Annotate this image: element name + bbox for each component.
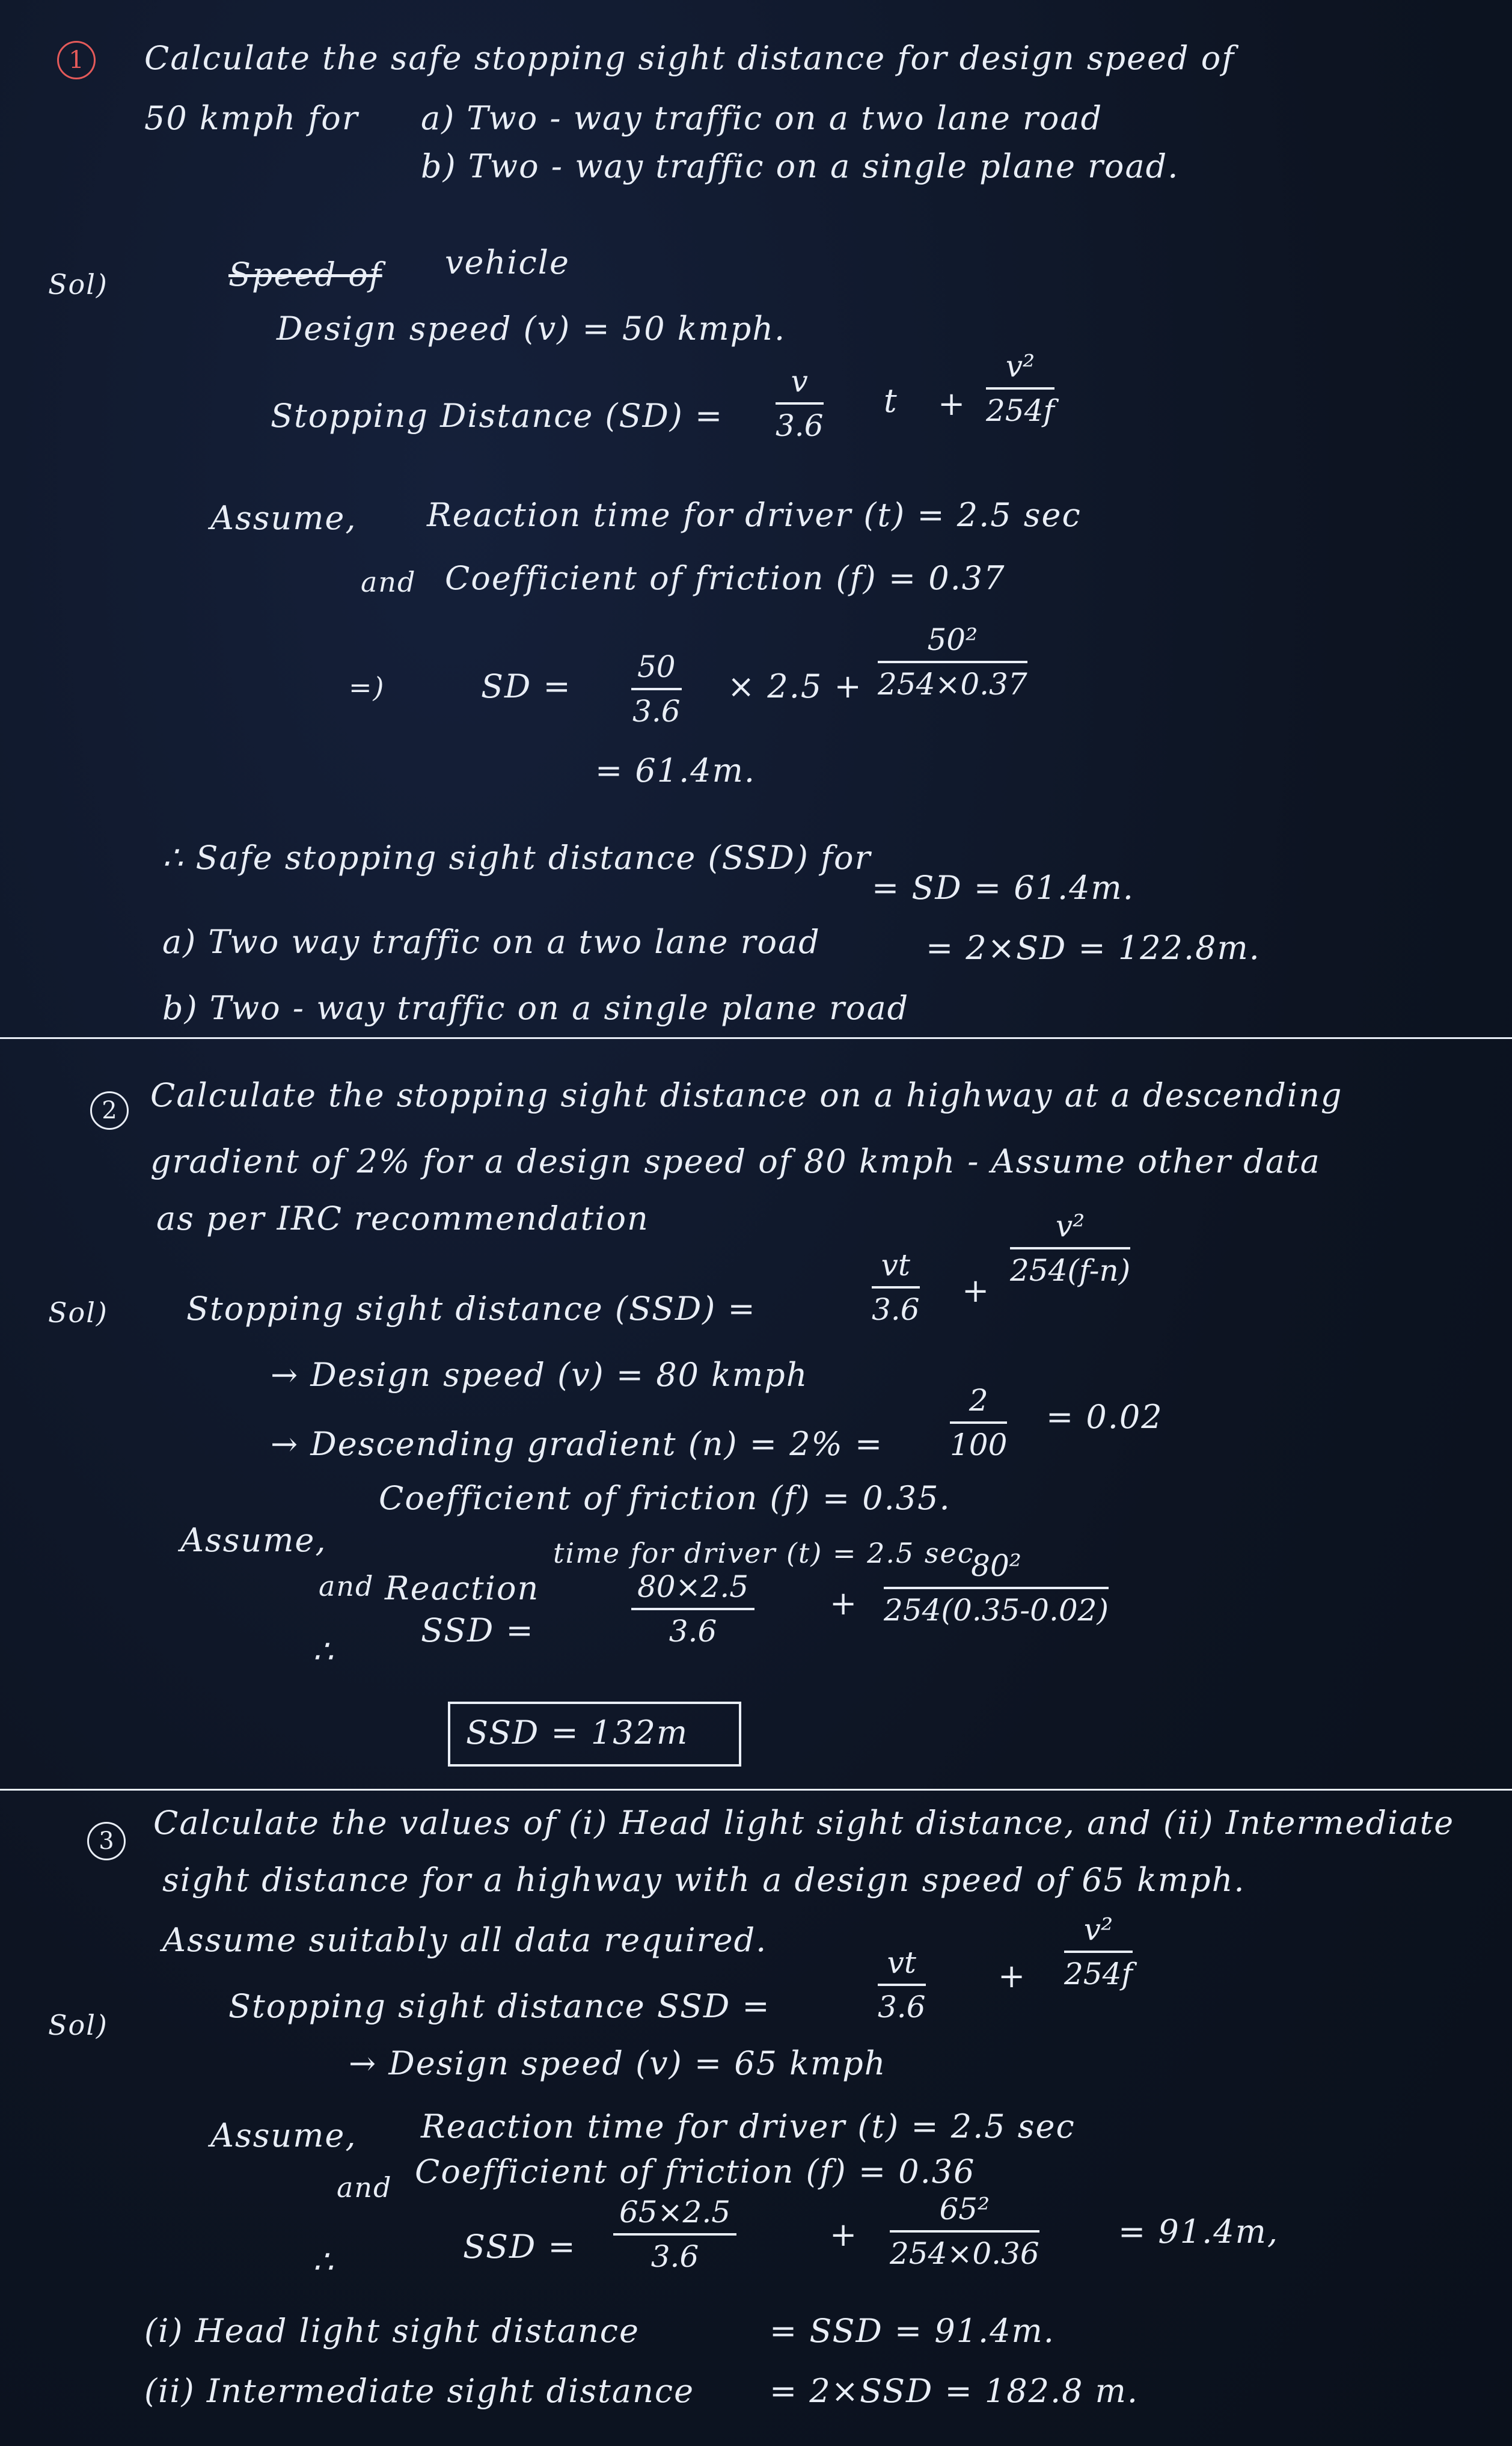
s3-head-light: (i) Head light sight distance [144,2312,640,2350]
s1-and: and [361,566,417,598]
s2-and: and [319,1570,375,1602]
s3-assume: Assume, [210,2116,357,2154]
s3-therefore: ∴ [313,2243,335,2281]
s1-calc-fraction-2: $\frac{\text{50²}}{254\times 0.37}$ [878,622,1027,702]
s3-fraction-2: $\frac{\text{v²}}{254f}$ [1064,1912,1133,1991]
s2-reaction-a: Reaction [385,1569,540,1607]
s1-case-b-value: = 2×SD = 122.8m. [926,929,1261,967]
s1-vehicle-text: vehicle [445,244,570,281]
q1-text-line2b: a) Two - way traffic on a two lane road [421,99,1103,137]
q1-text-line1: Calculate the safe stopping sight distance for design speed of [144,39,1235,77]
s2-friction: Coefficient of friction (f) = 0.35. [379,1479,951,1517]
s1-therefore-ssd: ∴ Safe stopping sight distance (SSD) for [162,839,872,877]
s2-calc-plus: + [830,1584,859,1622]
s1-sd-t: t [884,382,898,420]
s2-fraction-2: $\frac{\text{v²}}{254(f-n)}$ [1010,1209,1131,1288]
q3-text-line2: sight distance for a highway with a design speed of 65 kmph. [162,1861,1246,1899]
s2-therefore: ∴ [313,1632,335,1670]
s2-ssd-equals: SSD = [421,1611,534,1649]
s2-result: SSD = 132m [466,1714,689,1752]
q3-text-line3: Assume suitably all data required. [162,1921,768,1959]
s3-intermediate: (ii) Intermediate sight distance [144,2372,695,2410]
s1-sd-plus: + [938,385,967,423]
s1-calc-mid: × 2.5 + [727,667,863,705]
s3-ssd-formula-label: Stopping sight distance SSD = [228,1987,771,2025]
s1-design-speed: Design speed (v) = 50 kmph. [277,310,786,348]
s1-sol-label: Sol) [48,268,108,301]
s1-reaction-time: Reaction time for driver (t) = 2.5 sec [427,496,1082,534]
divider-1 [0,1037,1512,1039]
s3-reaction-time: Reaction time for driver (t) = 2.5 sec [421,2107,1076,2145]
q3-text-line1: Calculate the values of (i) Head light sight distance, and (ii) Intermediate [153,1804,1455,1842]
s3-calc-fraction-2: $\frac{\text{65²}}{254\times 0.36}$ [890,2192,1039,2271]
s3-intermediate-value: = 2×SSD = 182.8 m. [770,2372,1139,2410]
s2-plus: + [962,1272,991,1310]
q2-text-line2: gradient of 2% for a design speed of 80 kmph - Assume other data [150,1142,1321,1180]
s2-calc-fraction-1: $\frac{80\times 2.5}{3.6}$ [631,1569,754,1649]
s2-sol-label: Sol) [48,1296,108,1329]
s1-result: = 61.4m. [595,752,756,789]
s1-case-a-value: = SD = 61.4m. [872,869,1134,907]
q1-text-line3: b) Two - way traffic on a single plane road. [421,147,1180,185]
s1-assume: Assume, [210,499,357,537]
s1-case-a: a) Two way traffic on a two lane road [162,923,821,961]
s3-sol-label: Sol) [48,2009,108,2041]
s1-sd-fraction-2: $\frac{\text{v²}}{254f}$ [986,349,1054,428]
s2-gradient-value: = 0.02 [1046,1398,1163,1436]
question-3-number: 3 [87,1822,126,1860]
s3-calc-value: = 91.4m, [1118,2213,1279,2251]
s2-design-speed: → Design speed (v) = 80 kmph [271,1356,809,1394]
s1-sd-equals: SD = [481,667,572,705]
question-2-number: 2 [90,1091,129,1130]
s3-and: and [337,2171,393,2204]
s1-sd-fraction-1: $\frac{v}{3.6}$ [776,364,824,443]
s3-plus: + [998,1957,1027,1995]
s1-case-b: b) Two - way traffic on a single plane road [162,989,910,1027]
s3-head-light-value: = SSD = 91.4m. [770,2312,1055,2350]
q1-text-line2a: 50 kmph for [144,99,359,137]
divider-2 [0,1789,1512,1791]
s3-fraction-1: $\frac{vt}{3.6}$ [878,1945,926,2025]
s1-friction: Coefficient of friction (f) = 0.37 [445,559,1006,597]
s1-struck-text: Speed of [228,256,382,293]
s3-calc-fraction-1: $\frac{65\times 2.5}{3.6}$ [613,2195,736,2274]
s2-reaction-b: time for driver (t) = 2.5 sec [553,1537,975,1569]
s3-friction: Coefficient of friction (f) = 0.36 [415,2153,976,2190]
s3-calc-plus: + [830,2216,859,2254]
s2-gradient-fraction: $\frac{2}{100}$ [950,1383,1008,1462]
s3-design-speed: → Design speed (v) = 65 kmph [349,2044,887,2082]
s2-calc-fraction-2: $\frac{\text{80²}}{254(0.35-0.02)}$ [884,1548,1109,1628]
q2-text-line3: as per IRC recommendation [156,1200,649,1237]
s2-assume: Assume, [180,1521,327,1559]
question-1-number: 1 [57,41,96,79]
s2-ssd-formula-label: Stopping sight distance (SSD) = [186,1290,756,1328]
s1-arrow: =) [349,671,385,703]
s1-calc-fraction-1: $\frac{50}{3.6}$ [631,649,682,729]
s3-ssd-equals: SSD = [463,2228,577,2266]
s2-fraction-1: $\frac{vt}{3.6}$ [872,1248,920,1327]
q2-text-line1: Calculate the stopping sight distance on a highway at a descending [150,1076,1343,1114]
s1-sd-formula-label: Stopping Distance (SD) = [271,397,724,435]
s2-gradient: → Descending gradient (n) = 2% = [271,1425,884,1463]
